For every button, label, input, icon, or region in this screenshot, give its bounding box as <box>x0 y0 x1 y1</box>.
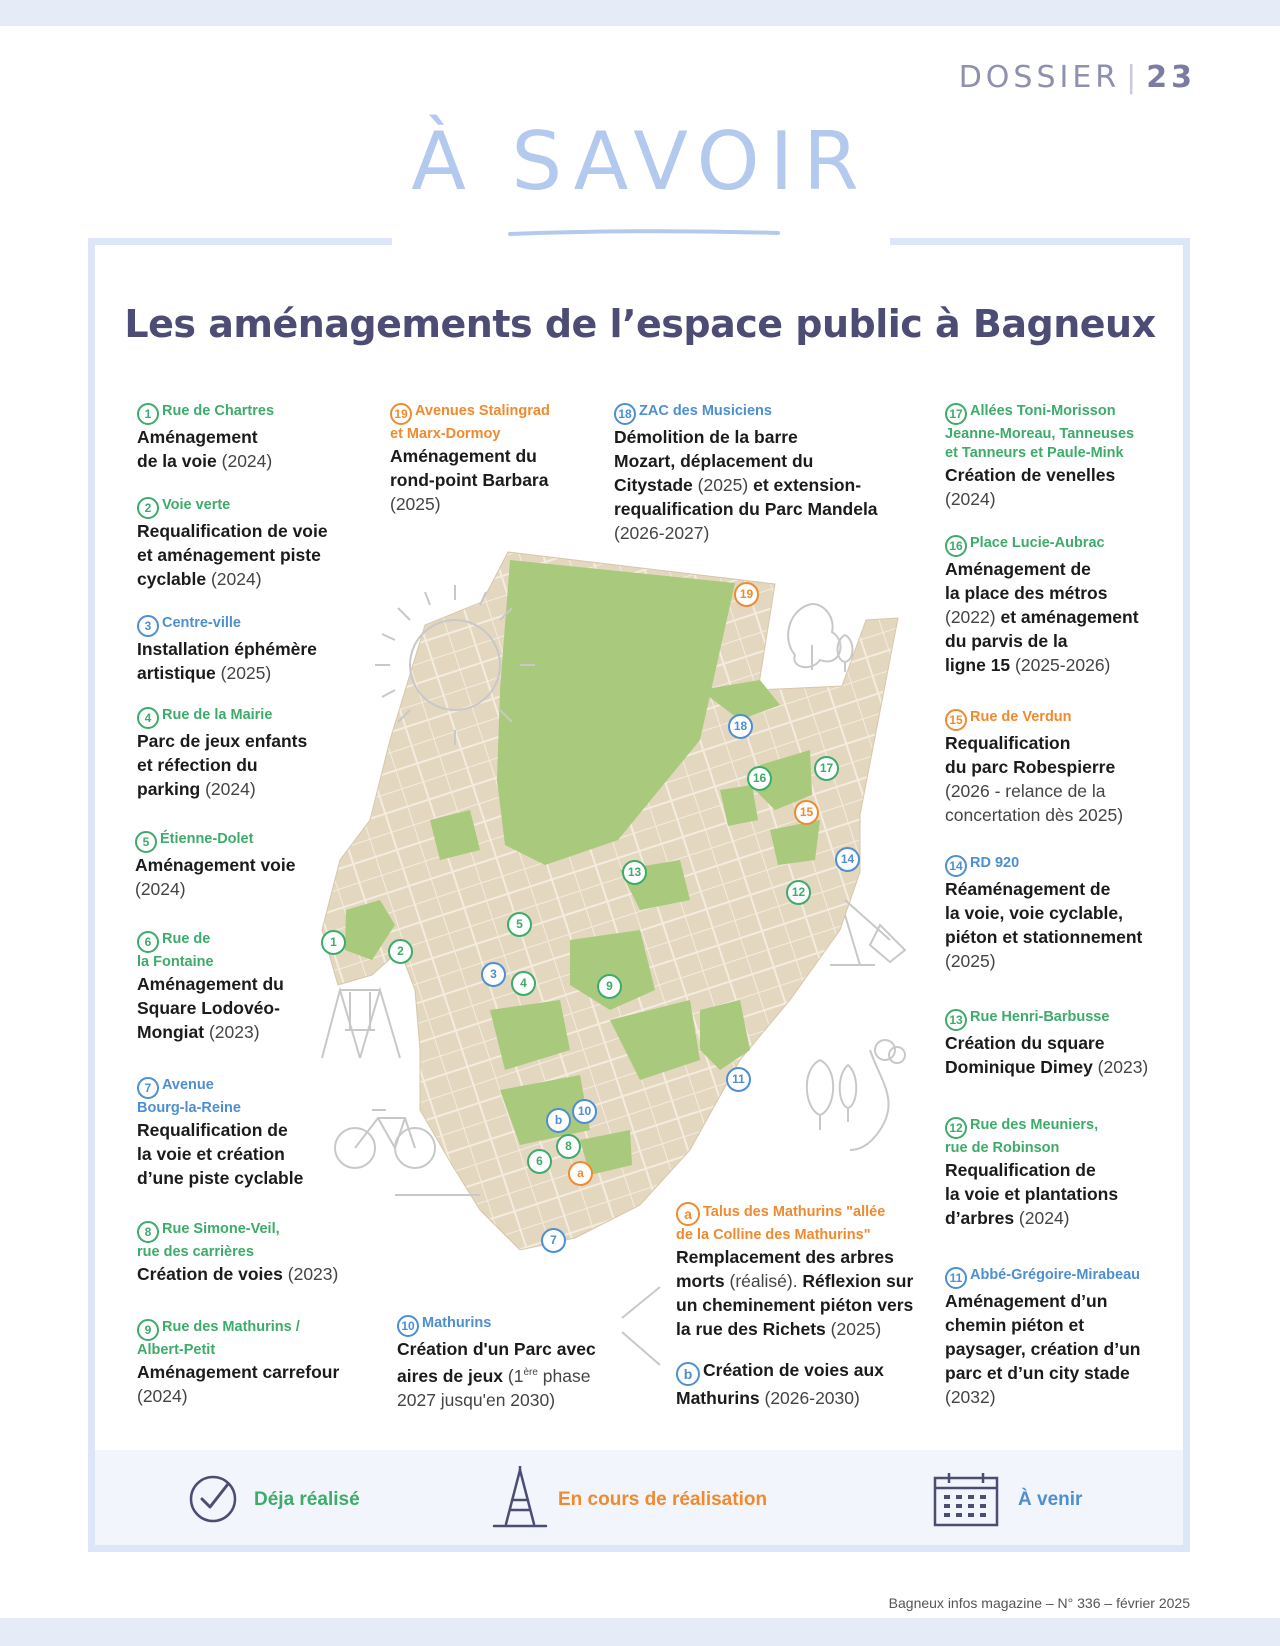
entry-12-title: rue de Robinson <box>945 1140 1060 1156</box>
badge-3: 3 <box>137 615 159 637</box>
construction-tower-icon <box>490 1466 550 1530</box>
entry-10-title: Mathurins <box>422 1315 492 1331</box>
entry-12-date: (2024) <box>1014 1208 1070 1228</box>
badge-18: 18 <box>614 403 636 425</box>
badge-9: 9 <box>137 1319 159 1341</box>
map-marker-6[interactable]: 6 <box>527 1149 552 1174</box>
entry-18-date: (2025) <box>692 475 754 495</box>
entry-5-title: Étienne-Dolet <box>160 831 254 847</box>
map-marker-9[interactable]: 9 <box>597 974 622 999</box>
map-marker-4[interactable]: 4 <box>511 971 536 996</box>
badge-6: 6 <box>137 931 159 953</box>
page-title: Les aménagements de l’espace public à Bagneux <box>124 302 1156 346</box>
entry-12 <box>945 1116 1170 1230</box>
entry-16-line: du parvis de la <box>945 631 1068 651</box>
entry-7-line: Requalification de <box>137 1120 288 1140</box>
entry-a-date: (2025) <box>825 1319 882 1339</box>
entry-19 <box>390 402 590 516</box>
entry-17-title: et Tanneurs et Paule-Mink <box>945 445 1124 461</box>
entry-15-line: Requalification <box>945 733 1071 753</box>
entry-7-line: d’une piste cyclable <box>137 1168 304 1188</box>
entry-19-title: Avenues Stalingrad <box>415 403 550 419</box>
badge-12: 12 <box>945 1117 967 1139</box>
map-marker-1[interactable]: 1 <box>321 930 346 955</box>
entry-17-title: Jeanne-Moreau, Tanneuses <box>945 426 1135 442</box>
entry-18-date: (2026-2027) <box>614 523 710 543</box>
entry-2-line: et aménagement piste <box>137 545 321 565</box>
a-savoir-banner: À SAVOIR <box>411 115 869 208</box>
entry-10-date: 2027 jusqu'en 2030) <box>397 1389 556 1410</box>
entry-b-line: Création de voies aux <box>703 1360 884 1380</box>
map-marker-11[interactable]: 11 <box>726 1067 751 1092</box>
entry-16-line: Aménagement de <box>945 559 1091 579</box>
entry-14-line: Réaménagement de <box>945 879 1111 899</box>
entry-6-title: la Fontaine <box>137 954 214 970</box>
entry-9 <box>137 1318 377 1408</box>
map-marker-2[interactable]: 2 <box>388 939 413 964</box>
entry-13-date: (2023) <box>1092 1057 1149 1077</box>
entry-10-date: ère <box>523 1367 538 1378</box>
entry-4 <box>137 706 377 801</box>
entry-11 <box>945 1266 1180 1409</box>
entry-17-title: Allées Toni-Morisson <box>970 403 1116 419</box>
footer-credit: Bagneux infos magazine – N° 336 – février 2025 <box>888 1595 1190 1611</box>
map-marker-12[interactable]: 12 <box>786 880 811 905</box>
entry-4-title: Rue de la Mairie <box>162 707 273 723</box>
section-label: DOSSIER <box>958 60 1121 95</box>
entry-11-line: chemin piéton et <box>945 1315 1085 1335</box>
entry-18-line: et extension- <box>753 475 862 495</box>
entry-9-line: Aménagement carrefour <box>137 1362 340 1382</box>
entry-11-title: Abbé-Grégoire-Mirabeau <box>970 1267 1140 1283</box>
entry-4-line: Parc de jeux enfants <box>137 731 308 751</box>
badge-15: 15 <box>945 709 967 731</box>
entry-6-line: Square Lodovéo- <box>137 998 280 1018</box>
entry-2-line: cyclable <box>137 569 207 589</box>
entry-9-date: (2024) <box>137 1386 188 1406</box>
entry-8-title: Rue Simone-Veil, <box>162 1221 280 1237</box>
badge-19: 19 <box>390 403 412 425</box>
entry-4-line: et réfection du <box>137 755 258 775</box>
legend-done: Déja réalisé <box>254 1489 360 1510</box>
entry-10-line: Création d'un Parc avec <box>397 1339 596 1359</box>
entry-6-line: Mongiat <box>137 1022 205 1042</box>
map-marker-18[interactable]: 18 <box>728 714 753 739</box>
entry-5-date: (2024) <box>135 879 186 899</box>
entry-2 <box>137 496 377 591</box>
entry-10-date: (1 <box>503 1365 524 1386</box>
entry-6-title: Rue de <box>162 931 211 947</box>
entry-16 <box>945 534 1170 677</box>
entry-14-title: RD 920 <box>970 855 1020 871</box>
entry-17-date: (2024) <box>945 489 996 509</box>
entry-18 <box>614 402 914 545</box>
entry-16-date: (2025-2026) <box>1010 655 1111 675</box>
entry-18-title: ZAC des Musiciens <box>639 403 772 419</box>
badge-5: 5 <box>135 831 157 853</box>
entry-4-line: parking <box>137 779 201 799</box>
entry-5-line: Aménagement voie <box>135 855 296 875</box>
header-separator: | <box>1126 60 1141 95</box>
badge-11: 11 <box>945 1267 967 1289</box>
calendar-icon <box>932 1470 1000 1528</box>
map-marker-14[interactable]: 14 <box>835 847 860 872</box>
map-marker-a[interactable]: a <box>568 1161 593 1186</box>
map-marker-10[interactable]: 10 <box>572 1099 597 1124</box>
legend-in-progress: En cours de réalisation <box>558 1489 768 1510</box>
entry-2-line: Requalification de voie <box>137 521 328 541</box>
trees-drawing-right <box>807 1040 905 1150</box>
entry-16-line: et aménagement <box>995 607 1139 627</box>
entry-10 <box>397 1314 627 1412</box>
map-marker-5[interactable]: 5 <box>507 912 532 937</box>
entry-b-date: (2026-2030) <box>759 1388 860 1408</box>
entry-15 <box>945 708 1170 827</box>
entry-9-title: Albert-Petit <box>137 1342 216 1358</box>
entry-12-line: d’arbres <box>945 1208 1015 1228</box>
entry-16-line: ligne 15 <box>945 655 1011 675</box>
entry-8-date: (2023) <box>282 1264 339 1284</box>
entry-11-line: parc et d’un city stade <box>945 1363 1130 1383</box>
entry-14 <box>945 854 1170 973</box>
entry-1-title: Rue de Chartres <box>162 403 275 419</box>
entry-6-line: Aménagement du <box>137 974 284 994</box>
entry-a-date: (réalisé). <box>724 1271 803 1291</box>
entry-1-line: de la voie <box>137 451 217 471</box>
badge-13: 13 <box>945 1009 967 1031</box>
entry-19-date: (2025) <box>390 494 441 514</box>
entry-a <box>676 1202 936 1341</box>
entry-a-line: morts <box>676 1271 725 1291</box>
bottom-band <box>0 1618 1280 1646</box>
map-marker-13[interactable]: 13 <box>622 860 647 885</box>
entry-3-date: (2025) <box>215 663 272 683</box>
entry-3-title: Centre-ville <box>162 615 241 631</box>
check-circle-icon <box>188 1474 238 1524</box>
entry-12-line: Requalification de <box>945 1160 1096 1180</box>
legend-upcoming: À venir <box>1018 1489 1083 1510</box>
entry-8-line: Création de voies <box>137 1264 283 1284</box>
entry-15-date: concertation dès 2025) <box>945 805 1124 825</box>
entry-a-line: Réflexion sur <box>802 1271 914 1291</box>
entry-2-title: Voie verte <box>162 497 231 513</box>
entry-19-line: Aménagement du <box>390 446 537 466</box>
badge-7: 7 <box>137 1077 159 1099</box>
badge-1: 1 <box>137 403 159 425</box>
entry-a-title: de la Colline des Mathurins" <box>676 1227 871 1243</box>
map-marker-7[interactable]: 7 <box>541 1228 566 1253</box>
entry-a-title: Talus des Mathurins "allée <box>703 1204 886 1220</box>
entry-10-date: phase <box>537 1365 591 1386</box>
entry-19-title: et Marx-Dormoy <box>390 426 501 442</box>
badge-8: 8 <box>137 1221 159 1243</box>
entry-13-line: Dominique Dimey <box>945 1057 1093 1077</box>
entry-16-title: Place Lucie-Aubrac <box>970 535 1105 551</box>
entry-3 <box>137 614 377 685</box>
entry-10-line: aires de jeux <box>397 1365 504 1386</box>
entry-7-line: la voie et création <box>137 1144 285 1164</box>
entry-18-line: Mozart, déplacement du <box>614 451 814 471</box>
entry-5 <box>135 830 375 901</box>
map-marker-19[interactable]: 19 <box>734 582 759 607</box>
entry-7-title: Bourg-la-Reine <box>137 1100 241 1116</box>
entry-17-line: Création de venelles <box>945 465 1116 485</box>
badge-16: 16 <box>945 535 967 557</box>
entry-a-line: la rue des Richets <box>676 1319 826 1339</box>
entry-a-line: Remplacement des arbres <box>676 1247 894 1267</box>
entry-18-line: Démolition de la barre <box>614 427 798 447</box>
entry-16-date: (2022) <box>945 607 996 627</box>
entry-a-line: un cheminement piéton vers <box>676 1295 914 1315</box>
entry-3-line: artistique <box>137 663 216 683</box>
map-marker-17[interactable]: 17 <box>814 756 839 781</box>
entry-15-date: (2026 - relance de la <box>945 781 1106 801</box>
entry-1 <box>137 402 377 473</box>
callout-lines <box>622 1287 660 1365</box>
entry-6 <box>137 930 377 1044</box>
entry-9-title: Rue des Mathurins / <box>162 1319 300 1335</box>
entry-8 <box>137 1220 377 1286</box>
entry-13 <box>945 1008 1170 1079</box>
entry-16-line: la place des métros <box>945 583 1108 603</box>
entry-7-title: Avenue <box>162 1077 214 1093</box>
entry-1-date: (2024) <box>216 451 273 471</box>
entry-17 <box>945 402 1170 511</box>
badge-17: 17 <box>945 403 967 425</box>
map-marker-15[interactable]: 15 <box>794 800 819 825</box>
entry-14-line: la voie, voie cyclable, <box>945 903 1124 923</box>
entry-14-date: (2025) <box>945 951 996 971</box>
entry-13-line: Création du square <box>945 1033 1105 1053</box>
map-marker-b[interactable]: b <box>546 1108 571 1133</box>
entry-12-title: Rue des Meuniers, <box>970 1117 1099 1133</box>
badge-14: 14 <box>945 855 967 877</box>
entry-6-date: (2023) <box>204 1022 260 1042</box>
badge-a: a <box>676 1202 700 1226</box>
entry-12-line: la voie et plantations <box>945 1184 1119 1204</box>
entry-15-title: Rue de Verdun <box>970 709 1072 725</box>
map-marker-3[interactable]: 3 <box>481 962 506 987</box>
entry-11-line: Aménagement d’un <box>945 1291 1108 1311</box>
entry-18-line: requalification du Parc Mandela <box>614 499 878 519</box>
entry-11-line: paysager, création d’un <box>945 1339 1141 1359</box>
entry-1-line: Aménagement <box>137 427 258 447</box>
entry-14-line: piéton et stationnement <box>945 927 1143 947</box>
entry-15-line: du parc Robespierre <box>945 757 1116 777</box>
entry-13-title: Rue Henri-Barbusse <box>970 1009 1110 1025</box>
map-marker-16[interactable]: 16 <box>747 766 772 791</box>
entry-2-date: (2024) <box>206 569 262 589</box>
entry-b-line: Mathurins <box>676 1388 760 1408</box>
entry-b <box>676 1358 936 1410</box>
badge-2: 2 <box>137 497 159 519</box>
page-number: 23 <box>1146 60 1196 95</box>
entry-19-line: rond-point Barbara <box>390 470 549 490</box>
map-marker-8[interactable]: 8 <box>556 1134 581 1159</box>
entry-3-line: Installation éphémère <box>137 639 317 659</box>
entry-11-date: (2032) <box>945 1387 996 1407</box>
entry-7 <box>137 1076 377 1190</box>
badge-10: 10 <box>397 1315 419 1337</box>
tree-drawing-top <box>788 604 852 672</box>
badge-4: 4 <box>137 707 159 729</box>
entry-18-line: Citystade <box>614 475 693 495</box>
entry-8-title: rue des carrières <box>137 1244 254 1260</box>
badge-b: b <box>676 1362 700 1386</box>
entry-4-date: (2024) <box>200 779 256 799</box>
